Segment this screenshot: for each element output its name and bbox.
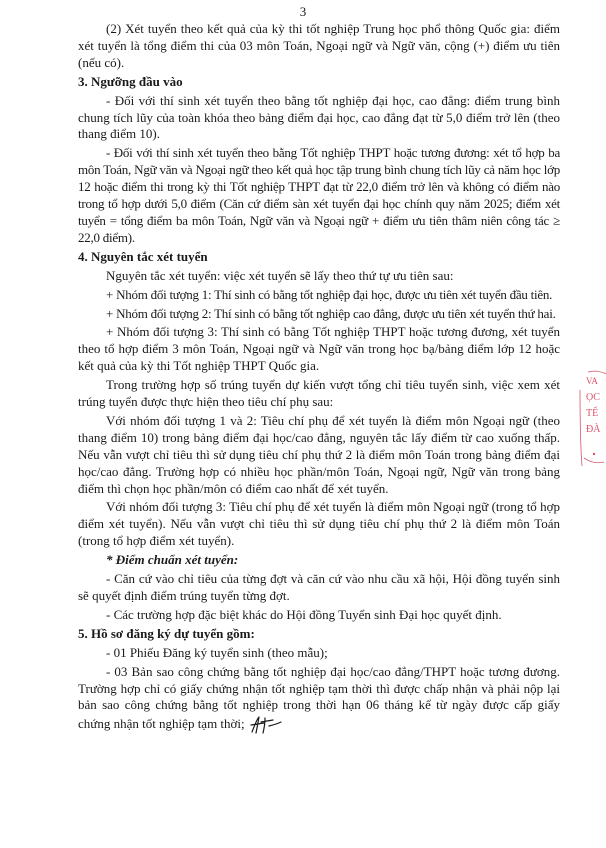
group-1-item: + Nhóm đối tượng 1: Thí sinh có bằng tốt nghiệp đại học, được ưu tiên xét tuyển đầu tiên. <box>106 286 553 302</box>
cutoff-score-subheading: * Điểm chuẩn xét tuyển: <box>106 552 239 568</box>
intro-paragraph: (2) Xét tuyển theo kết quả của kỳ thi tốt nghiệp Trung học phổ thông Quốc gia: điểm xét tuyển là tổng điểm thi của 03 môn Toán, Ngoại ngữ và Ngữ văn, cộng (+) điểm ưu tiên (nếu có). <box>78 21 560 70</box>
dossier-item-2-text: - 03 Bản sao công chứng bằng tốt nghiệp đại học/cao đẳng/THPT hoặc tương đương. Trường hợp chỉ có giấy chứng nhận tốt nghiệp tạm thời thì được chấp nhận và phải nộp lại bản sao công chứng bằng tốt nghiệp trong thời hạn 06 tháng kể từ ngày được cấp giấy chứng nhận tốt nghiệp tạm thời; <box>78 663 560 732</box>
dossier-item-1: - 01 Phiếu Đăng ký tuyển sinh (theo mẫu); <box>106 644 328 660</box>
svg-text:TẾ: TẾ <box>586 408 599 419</box>
svg-text:ĐÀ: ĐÀ <box>586 424 601 435</box>
group-3-item: + Nhóm đối tượng 3: Thí sinh có bằng Tốt nghiệp THPT hoặc tương đương, xét tuyển theo tổ hợp điểm 3 môn Toán, Ngoại ngữ và Ngữ văn trong học bạ/bảng điểm lớp 12 hoặc kết quả của kỳ thi Tốt nghiệp THPT Quốc gia. <box>78 324 560 374</box>
threshold-university-paragraph: - Đối với thí sinh xét tuyển theo bằng tốt nghiệp đại học, cao đẳng: điểm trung bình chung tích lũy của toàn khóa theo bảng điểm đại học, cao đẳng đạt từ 5,0 điểm trở lên (theo thang điểm 10). <box>78 92 560 142</box>
document-body <box>78 21 560 738</box>
section-5-heading: 5. Hồ sơ đăng ký dự tuyển gồm: <box>78 625 255 641</box>
red-seal-stamp-icon <box>578 370 606 470</box>
group-1-2-criteria-paragraph: Với nhóm đối tượng 1 và 2: Tiêu chí phụ để xét tuyển là điểm môn Ngoại ngữ (theo thang điểm 10) trong bảng điểm đại học/cao đẳng, nguyên tắc lấy điểm từ cao xuống thấp. Nếu vẫn vượt chỉ tiêu thì sử dụng tiêu chí phụ thứ 2 là điểm môn Toán trong bảng điểm đại học/cao đẳng. Trường hợp có nhiều học phần/môn Toán, Ngoại ngữ, Ngữ văn trong bảng điểm thì chọn học phần/môn có điểm cao nhất để xét tuyển. <box>78 412 560 496</box>
over-quota-paragraph: Trong trường hợp số trúng tuyển dự kiến vượt tổng chỉ tiêu tuyển sinh, việc xem xét trúng tuyển được thực hiện theo tiêu chí phụ sau: <box>78 377 560 410</box>
dossier-item-2 <box>78 664 560 737</box>
cutoff-bullet-2: - Các trường hợp đặc biệt khác do Hội đồng Tuyển sinh Đại học quyết định. <box>106 606 502 622</box>
initials-signature-icon <box>249 714 283 736</box>
group-2-item: + Nhóm đối tượng 2: Thí sinh có bằng tốt nghiệp cao đẳng, được ưu tiên xét tuyển thứ hai. <box>106 305 556 321</box>
page-number: 3 <box>299 4 307 19</box>
section-4-heading: 4. Nguyên tắc xét tuyển <box>78 248 208 264</box>
cutoff-bullet-1: - Căn cứ vào chỉ tiêu của từng đợt và căn cứ vào nhu cầu xã hội, Hội đồng tuyển sinh sẽ quyết định điểm trúng tuyển từng đợt. <box>78 571 560 603</box>
threshold-highschool-paragraph: - Đối với thí sinh xét tuyển theo bằng Tốt nghiệp THPT hoặc tương đương: xét tổ hợp ba môn Toán, Ngữ văn và Ngoại ngữ theo kết quả học tập trung bình chung tích lũy cả năm học lớp 12 hoặc điểm thi trong kỳ thi Tốt nghiệp THPT đạt từ 22,0 điểm trở lên và không có điểm nào trong tổ hợp dưới 5,0 điểm (Căn cứ điểm sàn xét tuyển đại học chính quy năm 2025; điểm xét tuyển = tổng điểm ba môn Toán, Ngữ văn và Ngoại ngữ + điểm ưu tiên thâm niên công tác ≥ 22,0 điểm). <box>78 145 560 245</box>
svg-text:ỌC: ỌC <box>586 392 600 403</box>
svg-text:VA: VA <box>586 376 598 386</box>
group-3-criteria-paragraph: Với nhóm đối tượng 3: Tiêu chí phụ để xét tuyển là điểm môn Ngoại ngữ (trong tổ hợp điểm xét tuyển). Nếu vẫn vượt chỉ tiêu thì sử dụng tiêu chí phụ thứ 2 là điểm môn Toán (trong tổ hợp điểm xét tuyển). <box>78 499 560 549</box>
principle-lead: Nguyên tắc xét tuyển: việc xét tuyển sẽ lấy theo thứ tự ưu tiên sau: <box>106 267 454 283</box>
section-3-heading: 3. Ngưỡng đầu vào <box>78 73 183 89</box>
